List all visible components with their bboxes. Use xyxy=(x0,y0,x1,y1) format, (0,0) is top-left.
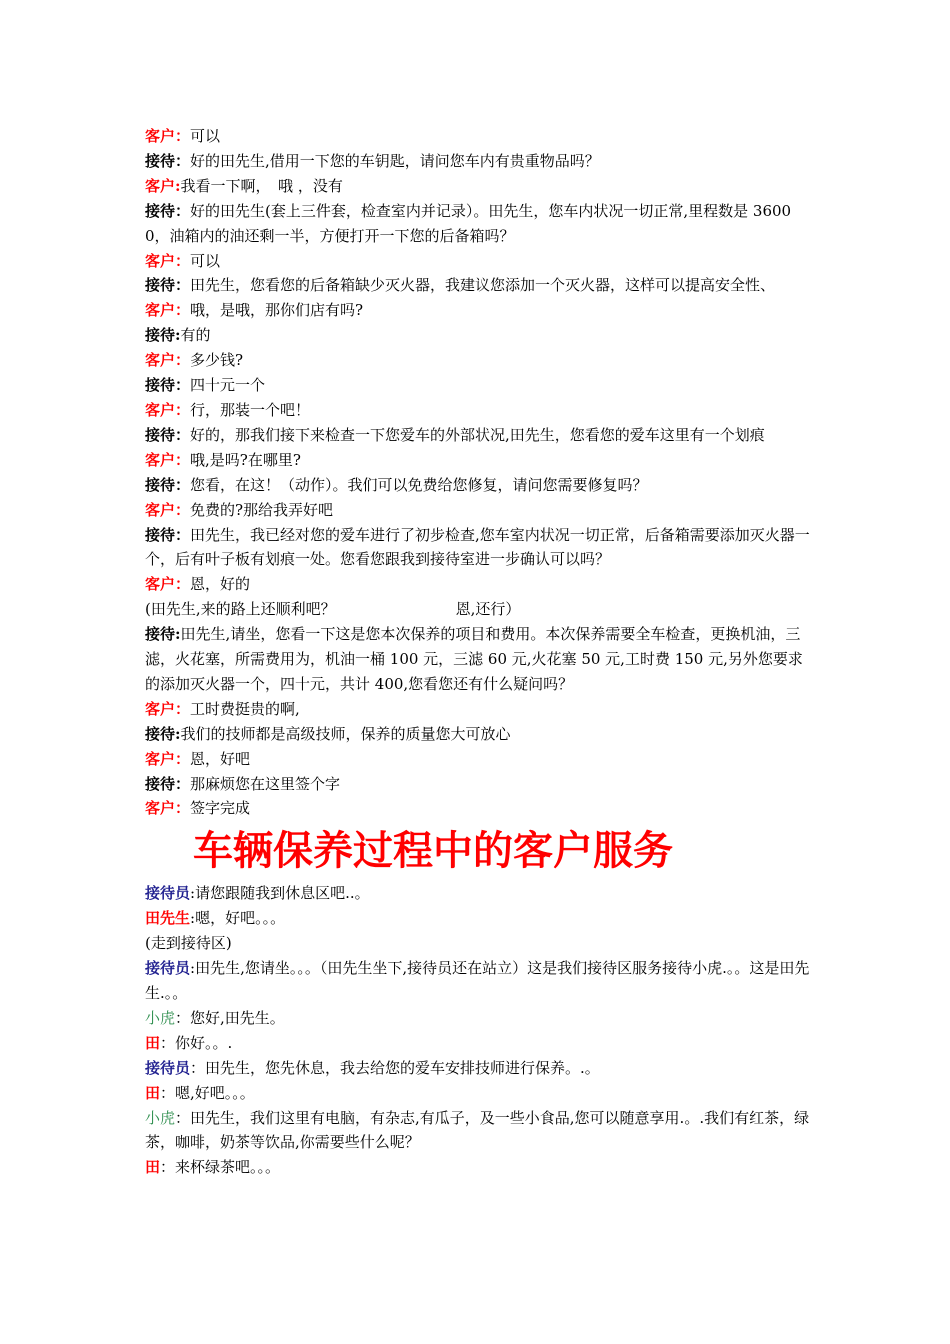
dialog-text: 田先生,请坐，您看一下这是您本次保养的项目和费用。本次保养需要全车检查，更换机油，三滤，火花塞，所需费用为，机油一桶 100 元，三滤 60 元,火花塞 50 元,工时费 150 元,另外您要求的添加灭火器一个，四十元，共计 400,您看您还有什么疑问吗？ xyxy=(145,625,803,693)
dialog-line xyxy=(145,448,810,473)
speaker-label: 田先生 xyxy=(145,909,191,928)
dialog-line xyxy=(145,498,810,523)
dialog-text: :请您跟随我到休息区吧..。 xyxy=(190,884,370,903)
speaker-label: 客户： xyxy=(145,351,191,370)
speaker-label: 接待： xyxy=(145,151,191,170)
dialog-line xyxy=(145,572,810,597)
dialog-text: 有的 xyxy=(180,326,211,345)
dialog-text: 我看一下啊， 哦 ，没有 xyxy=(180,176,343,195)
dialog-text: 好的田先生(套上三件套，检查室内并记录）。田先生，您车内状况一切正常,里程数是 36000，油箱内的油还剩一半，方便打开一下您的后备箱吗？ xyxy=(145,201,792,245)
dialog-text: 我们的技师都是高级技师，保养的质量您大可放心 xyxy=(180,724,511,743)
dialog-line xyxy=(145,523,810,573)
dialog-line xyxy=(145,1155,810,1180)
dialog-line xyxy=(145,1106,810,1156)
speaker-label: 客户： xyxy=(145,699,191,718)
dialog-text: (走到接待区) xyxy=(145,934,232,953)
dialog-text: ：嗯,好吧。。。 xyxy=(160,1083,255,1102)
speaker-label: 接待： xyxy=(145,425,191,444)
dialog-text: ：来杯绿茶吧。。。 xyxy=(160,1158,281,1177)
dialog-text: 好的田先生,借用一下您的车钥匙，请问您车内有贵重物品吗？ xyxy=(190,151,600,170)
dialog-text: 行，那装一个吧！ xyxy=(190,400,311,419)
dialog-text: 哦,是吗?在哪里? xyxy=(190,450,301,469)
speaker-label: 小虎 xyxy=(145,1108,176,1127)
dialog-line xyxy=(145,1006,810,1031)
dialog-text: 那麻烦您在这里签个字 xyxy=(190,774,341,793)
dialog-text: 四十元一个 xyxy=(190,376,266,395)
dialog-line xyxy=(145,149,810,174)
speaker-label: 接待: xyxy=(145,724,181,743)
dialog-line xyxy=(145,796,810,821)
dialog-text: 哦，是哦，那你们店有吗? xyxy=(190,301,364,320)
dialog-text: 可以 xyxy=(190,127,221,145)
dialog-text: 田先生，您看您的后备箱缺少灭火器，我建议您添加一个灭火器，这样可以提高安全性、 xyxy=(190,276,776,295)
dialog-text: 田先生，我已经对您的爱车进行了初步检查,您车室内状况一切正常，后备箱需要添加灭火器一个，后有叶子板有划痕一处。您看您跟我到接待室进一步确认可以吗？ xyxy=(145,525,810,569)
speaker-label: 客户： xyxy=(145,799,191,818)
dialog-text: 签字完成 xyxy=(190,799,251,818)
dialog-line xyxy=(145,273,810,298)
dialog-line xyxy=(145,1031,810,1056)
dialog-line xyxy=(145,622,810,697)
dialog-text: 多少钱? xyxy=(190,351,244,370)
dialog-section-billing xyxy=(145,622,810,821)
speaker-label: 田 xyxy=(145,1158,161,1177)
dialog-line xyxy=(145,398,810,423)
dialog-line xyxy=(145,199,810,249)
dialog-line xyxy=(145,323,810,348)
speaker-label: 客户： xyxy=(145,127,191,145)
dialog-line xyxy=(145,931,810,956)
dialog-text: :嗯，好吧。。。 xyxy=(190,909,286,928)
dialog-line xyxy=(145,772,810,797)
dialog-text: 好的，那我们接下来检查一下您爱车的外部状况,田先生，您看您的爱车这里有一个划痕 xyxy=(190,425,765,444)
dialog-text: ：您好,田先生。 xyxy=(175,1008,285,1027)
speaker-label: 接待： xyxy=(145,525,191,544)
dialog-text: ：田先生，我们这里有电脑，有杂志,有瓜子，及一些小食品,您可以随意享用.。.我们有红茶，绿茶，咖啡，奶茶等饮品,你需要些什么呢？ xyxy=(145,1108,810,1152)
dialog-line xyxy=(145,906,810,931)
dialog-line xyxy=(145,174,810,199)
dialog-line xyxy=(145,348,810,373)
dialog-text: :田先生,您请坐。。。（田先生坐下,接待员还在站立）这是我们接待区服务接待小虎.。。这是田先生.。。 xyxy=(145,959,810,1002)
speaker-label: 接待： xyxy=(145,376,191,395)
speaker-label: 客户： xyxy=(145,400,191,419)
speaker-label: 田 xyxy=(145,1083,161,1102)
dialog-section-lounge xyxy=(145,881,810,1180)
dialog-line xyxy=(145,956,810,1006)
dialog-line xyxy=(145,1056,810,1081)
speaker-label: 客户： xyxy=(145,450,191,469)
dialog-line xyxy=(145,881,810,906)
dialog-line xyxy=(145,747,810,772)
section-title: 车辆保养过程中的客户服务 xyxy=(193,828,673,875)
dialog-text: 恩，好吧 xyxy=(190,749,251,768)
speaker-label: 接待员 xyxy=(145,884,191,903)
speaker-label: 接待： xyxy=(145,475,191,494)
dialog-line xyxy=(145,423,810,448)
speaker-label: 客户： xyxy=(145,251,191,270)
speaker-label: 接待： xyxy=(145,201,191,220)
dialog-section-inspection xyxy=(145,124,810,597)
speaker-label: 接待： xyxy=(145,774,191,793)
speaker-label: 客户： xyxy=(145,575,191,594)
aside-question: (田先生,来的路上还顺利吧？ xyxy=(145,600,336,619)
dialog-line xyxy=(145,373,810,398)
dialog-text: 您看，在这！（动作）。我们可以免费给您修复，请问您需要修复吗？ xyxy=(190,475,648,494)
dialog-line xyxy=(145,298,810,323)
dialog-line xyxy=(145,722,810,747)
dialog-line xyxy=(145,473,810,498)
speaker-label: 田 xyxy=(145,1033,161,1052)
speaker-label: 接待: xyxy=(145,625,181,644)
speaker-label: 接待员 xyxy=(145,959,191,978)
dialog-line xyxy=(145,249,810,274)
aside-answer: 恩,还行） xyxy=(455,600,521,619)
dialog-text: ：你好。。. xyxy=(160,1033,233,1052)
speaker-label: 客户: xyxy=(145,176,181,195)
speaker-label: 接待员 xyxy=(145,1058,191,1077)
speaker-label: 接待： xyxy=(145,276,191,295)
aside-line xyxy=(145,597,810,622)
dialog-text: ：田先生，您先休息，我去给您的爱车安排技师进行保养。.。 xyxy=(190,1058,600,1077)
dialog-line xyxy=(145,697,810,722)
speaker-label: 客户： xyxy=(145,749,191,768)
speaker-label: 客户： xyxy=(145,500,191,519)
dialog-line xyxy=(145,1081,810,1106)
dialog-text: 可以 xyxy=(190,251,221,270)
speaker-label: 客户： xyxy=(145,301,191,320)
dialog-text: 恩，好的 xyxy=(190,575,251,594)
dialog-text: 工时费挺贵的啊, xyxy=(190,699,300,718)
dialog-line xyxy=(145,124,810,149)
dialog-text: 免费的?那给我弄好吧 xyxy=(190,500,334,519)
speaker-label: 接待: xyxy=(145,326,181,345)
speaker-label: 小虎 xyxy=(145,1008,176,1027)
document-page xyxy=(145,124,810,1180)
